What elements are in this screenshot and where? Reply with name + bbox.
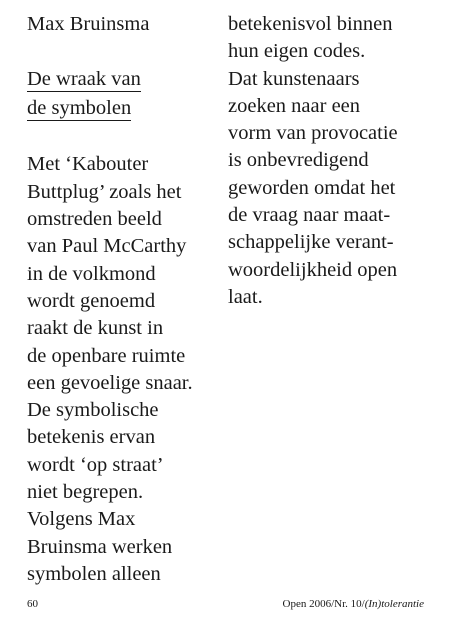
title-line-1: De wraak van [27,67,141,90]
text-line: zoeken naar een [228,94,361,117]
page-number: 60 [27,598,38,610]
text-line: vorm van provocatie [228,122,398,145]
text-line: geworden omdat het [228,176,396,199]
article-title [27,66,217,125]
text-line: de openbare ruimte [27,344,186,367]
text-line: van Paul McCarthy [27,235,187,258]
text-line: laat. [228,285,263,308]
text-line: Dat kunstenaars [228,67,360,90]
text-line: de vraag naar maat- [228,204,391,227]
text-line: wordt ‘op straat’ [27,453,164,476]
text-line: woordelijkheid open [228,258,398,281]
text-line: Volgens Max [27,508,136,531]
text-line: betekenis ervan [27,426,156,449]
spacer [27,124,217,151]
text-line: schappelijke verant- [228,231,394,254]
journal-theme: (In)tolerantie [364,598,424,610]
intro-text-left [27,151,217,588]
text-line: symbolen alleen [27,562,161,585]
text-line: wordt genoemd [27,289,156,312]
text-line: hun eigen codes. [228,40,366,63]
left-column [27,11,217,588]
title-line-2: de symbolen [27,96,132,119]
text-line: Met ‘Kabouter [27,153,149,176]
text-line: in de volkmond [27,262,156,285]
spacer [27,38,217,65]
text-line: Buttplug’ zoals het [27,180,182,203]
author-name: Max Bruinsma [27,13,150,35]
text-line: Bruinsma werken [27,535,173,558]
text-line: betekenisvol binnen [228,13,393,35]
right-column [228,11,433,311]
text-line: De symbolische [27,399,159,422]
text-line: niet begrepen. [27,481,144,504]
text-line: is onbevredigend [228,149,369,172]
journal-issue: Open 2006/Nr. 10/ [282,598,365,610]
running-footer [283,597,424,611]
text-line: een gevoelige snaar. [27,371,193,394]
text-line: omstreden beeld [27,208,162,231]
text-line: raakt de kunst in [27,317,164,340]
